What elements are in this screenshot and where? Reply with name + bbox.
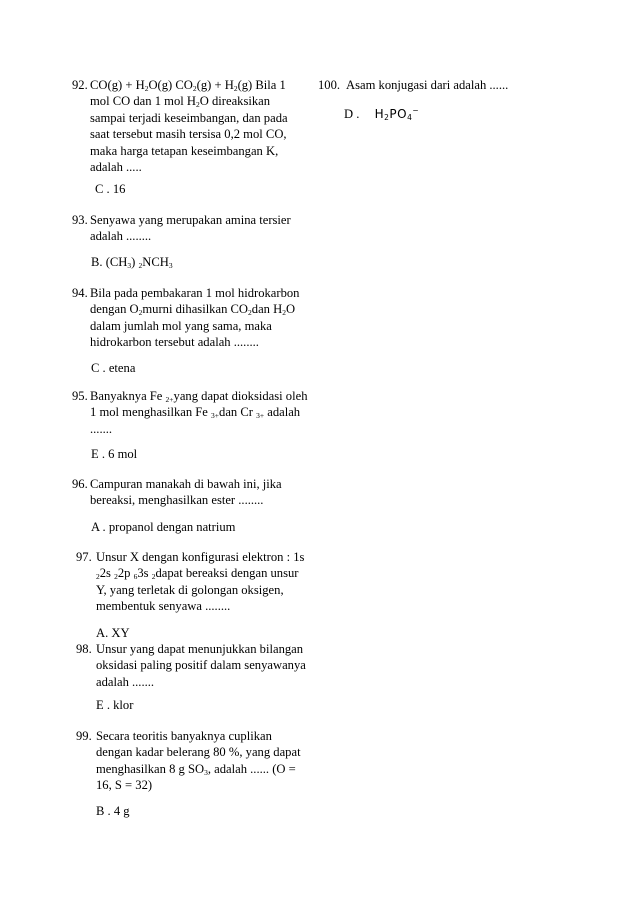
question-line: adalah ....... <box>96 674 155 689</box>
question-line: 16, S = 32) <box>96 778 153 793</box>
answer-99: B . 4 g <box>96 804 130 818</box>
answer-96: A . propanol dengan natrium <box>91 520 236 534</box>
question-line: saat tersebut masih tersisa 0,2 mol CO, <box>90 127 287 142</box>
question-text <box>346 77 508 93</box>
question-line: mol CO dan 1 mol $H_2O$ direaksikan <box>90 94 271 110</box>
question-number: 97. <box>76 550 92 564</box>
question-line: bereaksi, menghasilkan ester ........ <box>90 493 264 508</box>
question-line: hidrokarbon tersebut adalah ........ <box>90 335 259 350</box>
question-text <box>90 212 291 245</box>
answer-100 <box>344 106 419 122</box>
question-text <box>96 728 301 794</box>
question-number: 99. <box>76 729 92 743</box>
question-line: adalah ..... <box>90 159 142 174</box>
question-line: Secara teoritis banyaknya cuplikan <box>96 729 272 743</box>
question-line: ....... <box>90 421 113 436</box>
question-number: 100. <box>318 78 341 92</box>
question-text <box>90 476 282 509</box>
question-line: dengan kadar belerang 80 %, yang dapat <box>96 745 301 760</box>
formula-image: $H_2PO_4^-$ <box>374 106 420 122</box>
question-line: maka harga tetapan keseimbangan K, <box>90 143 279 158</box>
answer-94: C . etena <box>91 361 136 375</box>
question-line: dalam jumlah mol yang sama, maka <box>90 318 272 333</box>
question-line: Asam konjugasi dari adalah ...... <box>346 78 509 92</box>
question-text <box>90 388 308 437</box>
question-line: $CO(g) + H_2O(g) CO_2(g) + H_2(g)$ Bila 1 <box>90 78 286 93</box>
answer-97: A. XY <box>96 626 130 640</box>
question-text <box>96 641 306 690</box>
question-line: membentuk senyawa ........ <box>96 599 231 614</box>
question-line: 1 mol menghasilkan Fe $_{3+}$dan Cr $_{3+}$ adalah <box>90 405 301 421</box>
question-number: 92. <box>72 78 88 92</box>
question-line: Campuran manakah di bawah ini, jika <box>90 477 282 491</box>
question-text <box>96 549 304 615</box>
question-number: 96. <box>72 477 88 491</box>
question-line: oksidasi paling positif dalam senyawanya <box>96 658 306 673</box>
question-line: sampai terjadi keseimbangan, dan pada <box>90 110 288 125</box>
question-line: Unsur yang dapat menunjukkan bilangan <box>96 642 304 656</box>
question-line: adalah ........ <box>90 229 152 244</box>
question-number: 98. <box>76 642 92 656</box>
question-line: dengan $O_2murni$ dihasilkan $CO_2dan$ $H_2O$ <box>90 302 296 318</box>
answer-92: C . 16 <box>95 182 126 196</box>
question-number: 93. <box>72 213 88 227</box>
question-text <box>90 285 299 351</box>
question-number: 95. <box>72 389 88 403</box>
question-number: 94. <box>72 286 88 300</box>
question-92 <box>72 77 322 197</box>
answer-93: B. $(CH_3)$ $_2NCH_3$ <box>91 255 173 270</box>
question-line: Y, yang terletak di golongan oksigen, <box>96 582 284 597</box>
question-line: Senyawa yang merupakan amina tersier <box>90 213 291 227</box>
question-line: Banyaknya Fe $_{2+}$yang dapat dioksidasi oleh <box>90 389 308 404</box>
answer-95: E . 6 mol <box>91 447 138 461</box>
answer-prefix: D . <box>344 107 360 121</box>
answer-98: E . klor <box>96 698 134 712</box>
question-line: Bila pada pembakaran 1 mol hidrokarbon <box>90 286 300 300</box>
question-line: $_2$2s $_2$2p $_6$3s $_2$dapat bereaksi dengan unsur <box>96 566 299 582</box>
question-line: menghasilkan 8 g $SO_3$, adalah ...... (O = <box>96 761 296 777</box>
question-text <box>90 77 288 175</box>
question-line: Unsur X dengan konfigurasi elektron : 1s <box>96 550 305 564</box>
